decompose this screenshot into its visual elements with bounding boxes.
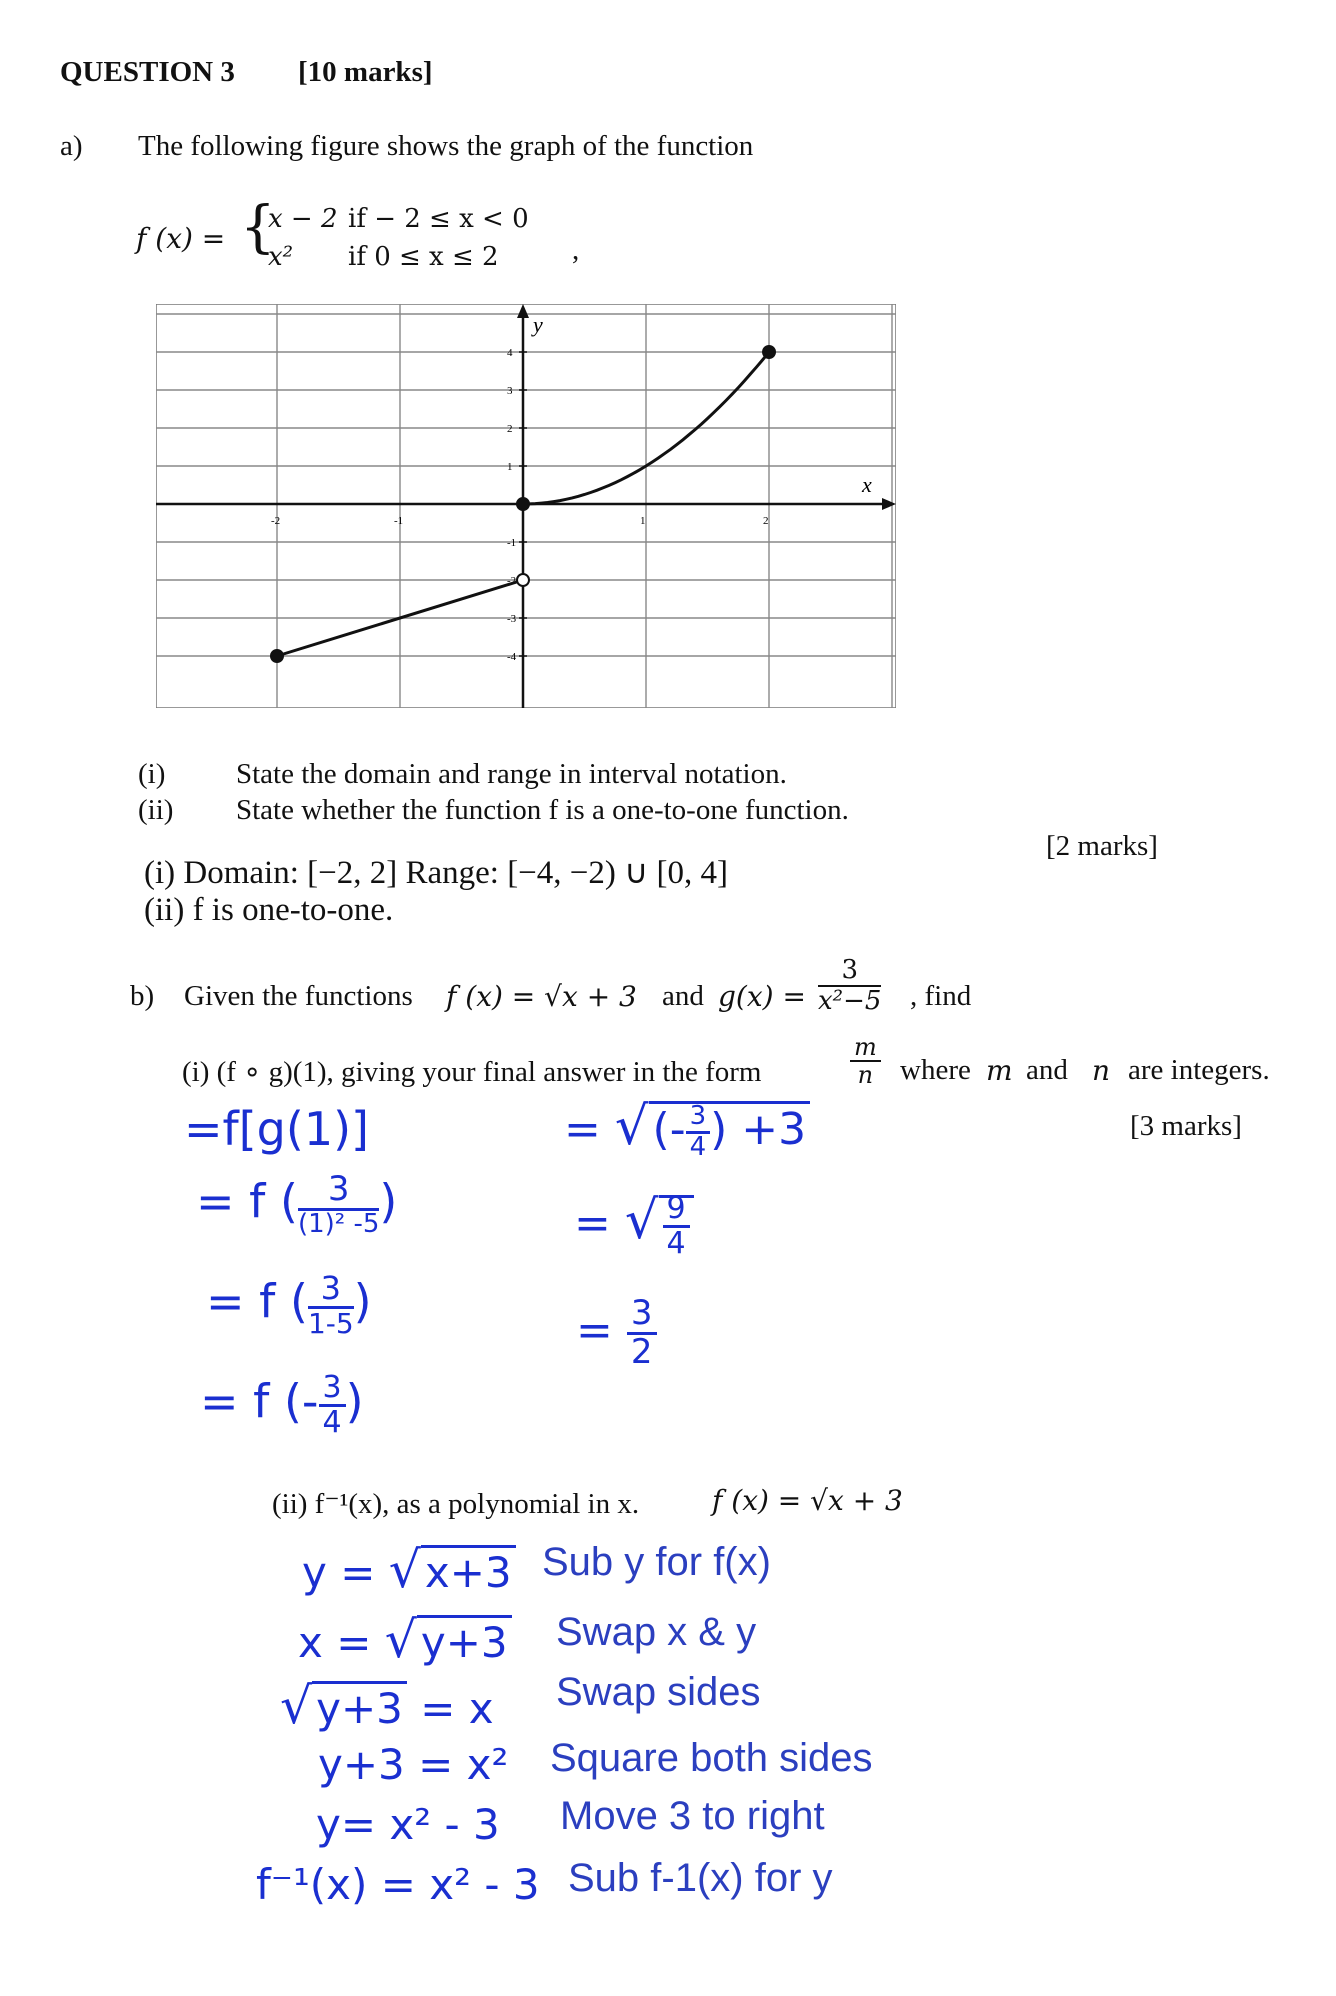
x-tick-label: -1 <box>394 515 404 527</box>
y-tick-label: -2 <box>507 575 517 587</box>
work-i-right2 <box>574 1190 694 1259</box>
work-i-right3-eq: = <box>576 1305 613 1357</box>
work-i-line2-num: 3 <box>298 1172 379 1211</box>
work-ii-note3: Swap sides <box>556 1670 761 1714</box>
piecewise-fx: f (x) = <box>136 222 226 255</box>
work-i-right1-den: 4 <box>689 1131 707 1162</box>
work-i-line4-pre: = f (- <box>200 1374 319 1429</box>
x-tick-label: -2 <box>271 515 281 527</box>
series-2-start-point <box>517 498 529 510</box>
question-ii-text: State whether the function f is a one-to-one function. <box>236 794 849 826</box>
work-ii-note6: Sub f-1(x) for y <box>568 1856 833 1900</box>
g-denominator: x²−5 <box>818 985 882 1016</box>
y-tick-label: -3 <box>507 613 517 625</box>
work-ii-note5: Move 3 to right <box>560 1794 825 1838</box>
piecewise-case1-expr: x − 2 <box>268 204 338 234</box>
sqrt-icon: √ <box>280 1676 313 1735</box>
work-i-right2-eq: = <box>574 1198 611 1249</box>
part-b-ii-text: (ii) f⁻¹(x), as a polynomial in x. <box>272 1488 640 1520</box>
work-i-line4-num: 3 <box>319 1372 346 1407</box>
part-b-n-var: n <box>1092 1054 1111 1087</box>
part-b-g-fraction <box>818 956 881 1015</box>
part-b-where: where <box>900 1054 971 1086</box>
work-i-right1-post: ) +3 <box>710 1104 807 1155</box>
work-i-right2-num: 9 <box>663 1193 690 1228</box>
frac-n: n <box>857 1061 874 1090</box>
work-i-right3 <box>576 1293 657 1372</box>
work-i-right2-den: 4 <box>666 1225 686 1261</box>
y-axis-arrow-icon <box>517 304 529 318</box>
work-i-right3-den: 2 <box>630 1331 653 1372</box>
part-a-intro: The following figure shows the graph of the function <box>138 130 754 162</box>
question-marks: [10 marks] <box>298 56 433 88</box>
part-b-m-var: m <box>986 1054 1013 1087</box>
work-i-line3-pre: = f ( <box>206 1274 308 1329</box>
y-tick-label: 3 <box>507 385 513 397</box>
part-b-and: and <box>662 980 704 1012</box>
work-i-line4-post: ) <box>345 1374 364 1429</box>
work-ii-note1: Sub y for f(x) <box>542 1540 771 1584</box>
work-ii-step1-radicand: x+3 <box>421 1545 516 1597</box>
frac-m: m <box>850 1034 881 1062</box>
g-numerator: 3 <box>818 956 881 987</box>
question-ii-number: (ii) <box>138 794 174 826</box>
part-b-given: Given the functions <box>184 980 413 1012</box>
part-b-find: , find <box>910 980 972 1012</box>
work-i-right1 <box>564 1096 810 1161</box>
work-i-line3 <box>206 1269 372 1340</box>
part-b-i-text: (i) (f ∘ g)(1), giving your final answer in the form <box>182 1056 762 1088</box>
work-ii-step2-lhs: x = <box>298 1618 385 1667</box>
work-i-line3-num: 3 <box>308 1272 354 1309</box>
sqrt-icon: √ <box>384 1610 417 1669</box>
y-tick-label: 2 <box>507 423 513 435</box>
work-ii-note4: Square both sides <box>550 1736 873 1780</box>
question-i-text: State the domain and range in interval notation. <box>236 758 787 790</box>
piecewise-case2-expr: x² <box>268 242 294 272</box>
work-ii-step6: f⁻¹(x) = x² - 3 <box>256 1860 540 1909</box>
y-tick-label: -1 <box>507 537 517 549</box>
y-tick-label: 1 <box>507 461 513 473</box>
series-1-end-point <box>517 574 529 586</box>
work-ii-step4: y+3 = x² <box>318 1740 509 1789</box>
work-ii-step3 <box>280 1676 494 1735</box>
work-i-right1-eq: = <box>564 1104 601 1155</box>
part-b-marks: [3 marks] <box>1130 1110 1242 1142</box>
part-b-ii-fx: f (x) = √x + 3 <box>712 1484 903 1517</box>
x-axis-label: x <box>862 472 872 497</box>
sqrt-icon: √ <box>388 1540 421 1599</box>
work-i-line3-den: 1-5 <box>307 1306 354 1340</box>
work-i-right3-num: 3 <box>627 1296 657 1335</box>
piecewise-case2-cond: if 0 ≤ x ≤ 2 <box>348 242 499 272</box>
answer-one-to-one: (ii) f is one-to-one. <box>144 892 394 928</box>
part-b-label: b) <box>130 980 155 1012</box>
work-ii-step2 <box>298 1610 512 1669</box>
x-tick-label: 2 <box>763 515 769 527</box>
sqrt-icon: √ <box>614 1096 649 1157</box>
series-1-start-point <box>271 650 283 662</box>
part-b-and2: and <box>1026 1054 1068 1086</box>
work-i-line1: =f[g(1)] <box>184 1102 369 1156</box>
question-title: QUESTION 3 <box>60 56 235 88</box>
work-i-line2-pre: = f ( <box>196 1174 298 1229</box>
piecewise-case1-cond: if − 2 ≤ x < 0 <box>348 204 529 234</box>
function-graph <box>156 304 896 708</box>
work-ii-step3-rhs: = x <box>406 1684 494 1733</box>
x-axis-arrow-icon <box>882 498 896 510</box>
sqrt-icon: √ <box>624 1190 659 1251</box>
part-a-label: a) <box>60 130 83 162</box>
part-b-fx: f (x) = √x + 3 <box>446 980 637 1013</box>
work-ii-step3-radicand: y+3 <box>312 1681 407 1733</box>
work-ii-step5: y= x² - 3 <box>316 1800 500 1849</box>
work-ii-note2: Swap x & y <box>556 1610 757 1654</box>
work-i-line4 <box>200 1372 364 1438</box>
part-b-gx: g(x) = <box>718 980 806 1013</box>
part-b-mn-fraction <box>850 1034 881 1089</box>
y-tick-label: 4 <box>507 347 513 359</box>
work-ii-step1-lhs: y = <box>302 1548 389 1597</box>
answer-domain-range: (i) Domain: [−2, 2] Range: [−4, −2) ∪ [0, 4] <box>144 855 729 891</box>
piecewise-comma: , <box>572 234 580 266</box>
x-tick-label: 1 <box>640 515 646 527</box>
work-i-line2 <box>196 1169 398 1239</box>
part-a-marks: [2 marks] <box>1046 830 1158 862</box>
part-b-integers: are integers. <box>1128 1054 1270 1086</box>
work-ii-step2-radicand: y+3 <box>417 1615 512 1667</box>
series-2-end-point <box>763 346 775 358</box>
work-ii-step1 <box>302 1540 516 1599</box>
piecewise-brace: { <box>240 195 276 260</box>
work-i-right1-num: 3 <box>686 1103 711 1133</box>
y-axis-label: y <box>533 312 543 337</box>
y-tick-label: -4 <box>507 651 517 663</box>
question-i-number: (i) <box>138 758 166 790</box>
work-i-line4-den: 4 <box>322 1404 342 1440</box>
work-i-line2-den: (1)² -5 <box>297 1208 380 1239</box>
work-i-line3-post: ) <box>353 1274 372 1329</box>
work-i-line2-post: ) <box>379 1174 398 1229</box>
work-i-right1-inner: (- <box>652 1104 686 1155</box>
